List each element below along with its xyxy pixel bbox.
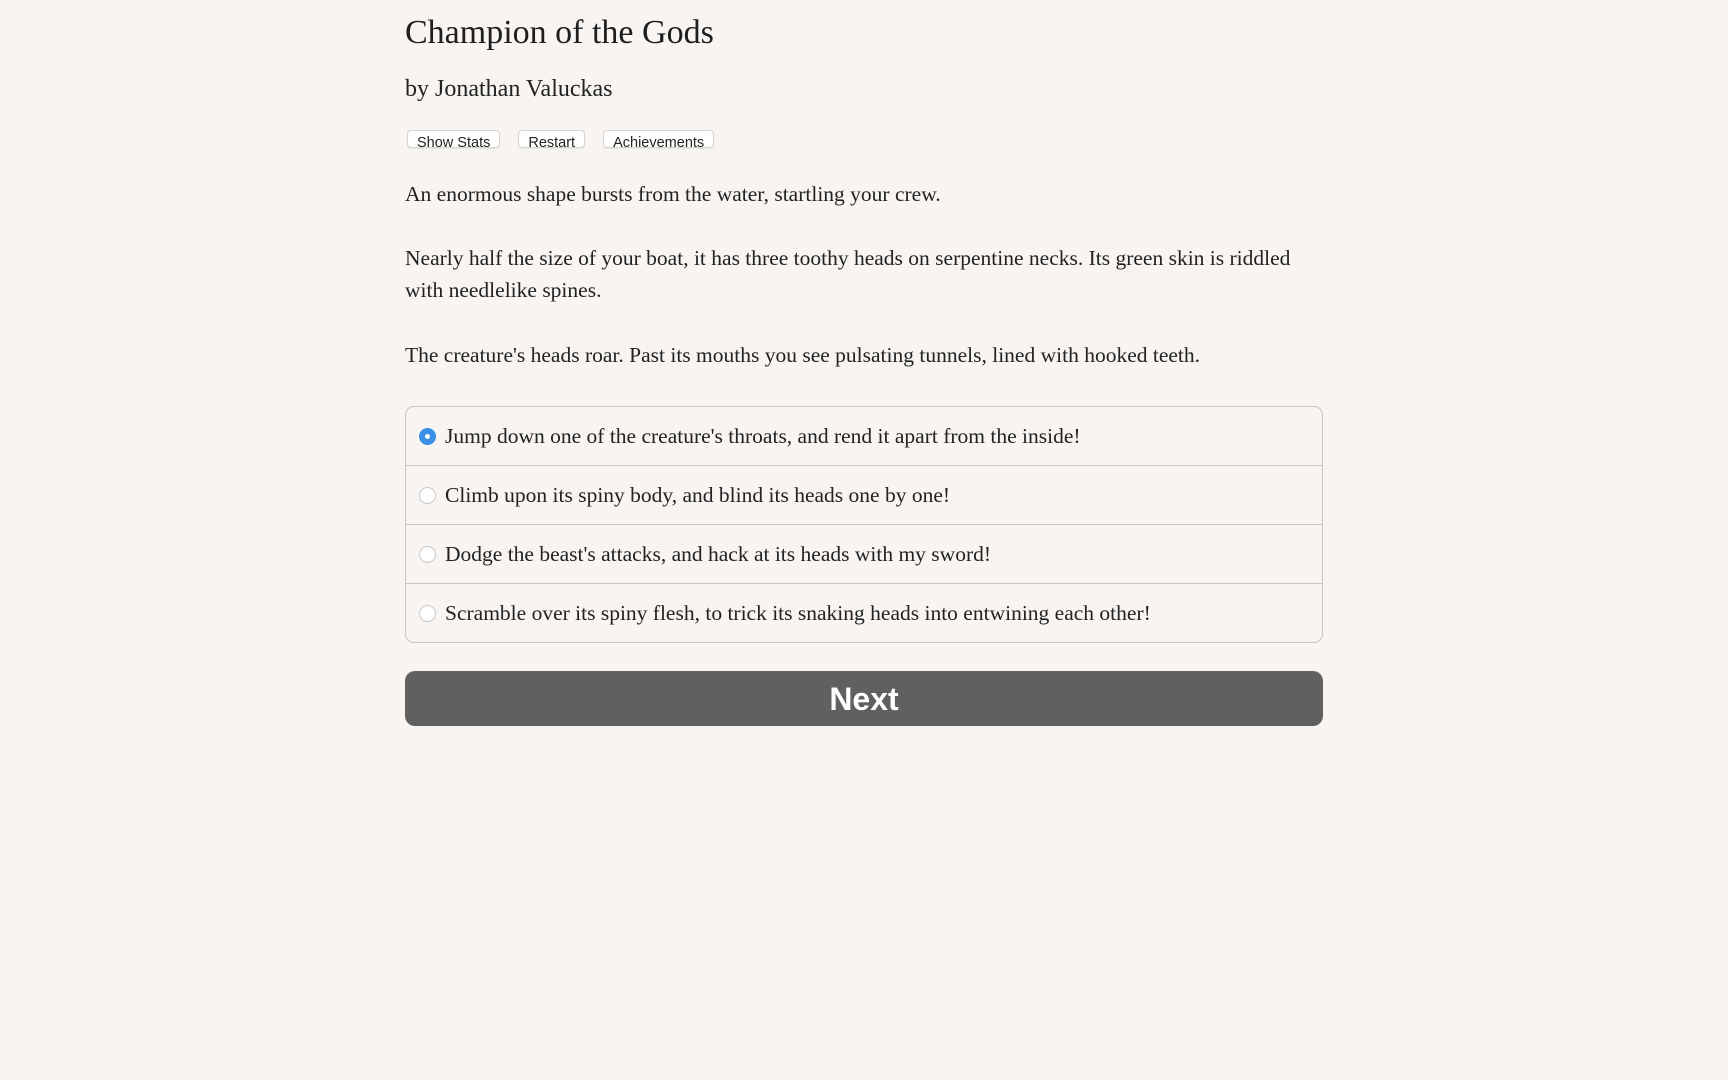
choice-option[interactable] xyxy=(406,465,1322,524)
choice-option[interactable] xyxy=(406,583,1322,642)
next-button[interactable]: Next xyxy=(405,671,1323,726)
choice-option[interactable] xyxy=(406,407,1322,465)
choice-label: Climb upon its spiny body, and blind its heads one by one! xyxy=(445,482,951,507)
story-paragraph: The creature's heads roar. Past its mouths you see pulsating tunnels, lined with hooked teeth. xyxy=(405,343,1201,367)
choice-label: Jump down one of the creature's throats, and rend it apart from the inside! xyxy=(445,423,1081,448)
choice-label: Dodge the beast's attacks, and hack at its heads with my sword! xyxy=(445,541,992,566)
radio-unselected-icon[interactable] xyxy=(419,546,436,563)
show-stats-button[interactable]: Show Stats xyxy=(407,130,500,148)
author-byline: by Jonathan Valuckas xyxy=(405,76,613,102)
choice-list xyxy=(405,406,1323,643)
restart-button[interactable]: Restart xyxy=(518,130,585,148)
toolbar xyxy=(407,130,714,151)
radio-unselected-icon[interactable] xyxy=(419,605,436,622)
choice-option[interactable] xyxy=(406,524,1322,583)
achievements-button[interactable]: Achievements xyxy=(603,130,714,148)
radio-unselected-icon[interactable] xyxy=(419,487,436,504)
radio-selected-icon[interactable] xyxy=(419,428,436,445)
story-paragraph: Nearly half the size of your boat, it has three toothy heads on serpentine necks. Its green skin is riddled with needlelike spines. xyxy=(405,246,1291,302)
choice-label: Scramble over its spiny flesh, to trick its snaking heads into entwining each other! xyxy=(445,600,1151,625)
story-paragraph: An enormous shape bursts from the water, startling your crew. xyxy=(405,182,941,206)
game-title: Champion of the Gods xyxy=(405,14,714,51)
